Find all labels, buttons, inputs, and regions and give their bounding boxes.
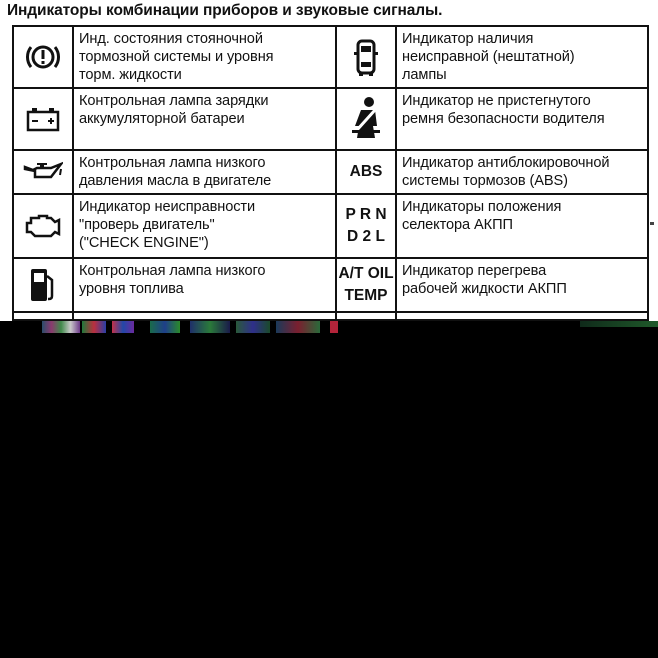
- description-line: рабочей жидкости АКПП: [402, 281, 567, 297]
- description-line: неисправной (нештатной): [402, 49, 575, 65]
- description-line: торм. жидкости: [79, 67, 182, 83]
- description-line: тормозной системы и уровня: [79, 49, 274, 65]
- description-line: селектора АКПП: [402, 217, 513, 233]
- indicator-description: [397, 27, 647, 89]
- table-cell: [397, 313, 647, 321]
- description-line: "проверь двигатель": [79, 217, 215, 233]
- description-line: уровня топлива: [79, 281, 184, 297]
- description-line: Индикатор неисправности: [79, 199, 256, 215]
- indicator-description: [74, 27, 337, 89]
- indicator-description: [74, 151, 337, 195]
- description-line: Индикатор перегрева: [402, 263, 547, 279]
- indicator-description: [397, 89, 647, 151]
- description-line: Контрольная лампа низкого: [79, 263, 266, 279]
- gear-selector-symbol: [337, 195, 397, 259]
- brake-circle-icon: [14, 27, 74, 89]
- symbol-text: TEMP: [344, 287, 388, 304]
- description-line: системы тормозов (ABS): [402, 173, 568, 189]
- image-noise: [236, 321, 270, 333]
- image-noise: [276, 321, 320, 333]
- indicator-description: [397, 151, 647, 195]
- indicator-description: [397, 259, 647, 313]
- symbol-text: P R N: [345, 206, 387, 223]
- description-line: Инд. состояния стояночной: [79, 31, 263, 47]
- indicator-table: [12, 25, 649, 321]
- symbol-text: D 2 L: [347, 228, 385, 245]
- symbol-text: A/T OIL: [338, 265, 394, 282]
- indicator-description: [74, 195, 337, 259]
- description-line: Индикатор наличия: [402, 31, 534, 47]
- description-line: лампы: [402, 67, 447, 83]
- image-noise: [330, 321, 338, 333]
- indicator-description: [74, 89, 337, 151]
- at-oil-temp-symbol: [337, 259, 397, 313]
- image-noise: [150, 321, 180, 333]
- car-door-open-icon: [337, 27, 397, 89]
- symbol-text: ABS: [349, 163, 383, 180]
- description-line: аккумуляторной батареи: [79, 111, 245, 127]
- description-line: Индикатор антиблокировочной: [402, 155, 610, 171]
- description-line: Контрольная лампа зарядки: [79, 93, 269, 109]
- scan-artifact: [650, 222, 654, 225]
- table-cell: [74, 313, 337, 321]
- description-line: ("CHECK ENGINE"): [79, 235, 209, 251]
- indicator-description: [74, 259, 337, 313]
- description-line: Индикаторы положения: [402, 199, 562, 215]
- description-line: Контрольная лампа низкого: [79, 155, 266, 171]
- description-line: ремня безопасности водителя: [402, 111, 605, 127]
- seatbelt-icon: [337, 89, 397, 151]
- image-noise: [82, 321, 106, 333]
- description-line: давления масла в двигателе: [79, 173, 272, 189]
- table-cell: [14, 313, 74, 321]
- description-line: Индикатор не пристегнутого: [402, 93, 591, 109]
- abs-symbol: [337, 151, 397, 195]
- page-title: Индикаторы комбинации приборов и звуковые сигналы.: [7, 2, 443, 19]
- image-noise: [190, 321, 230, 333]
- battery-icon: [14, 89, 74, 151]
- blacked-out-region: [0, 321, 658, 658]
- table-cell: [337, 313, 397, 321]
- image-noise: [580, 321, 658, 327]
- indicator-description: [397, 195, 647, 259]
- image-noise: [112, 321, 134, 333]
- fuel-pump-icon: [14, 259, 74, 313]
- engine-icon: [14, 195, 74, 259]
- oil-can-icon: [14, 151, 74, 195]
- image-noise: [42, 321, 80, 333]
